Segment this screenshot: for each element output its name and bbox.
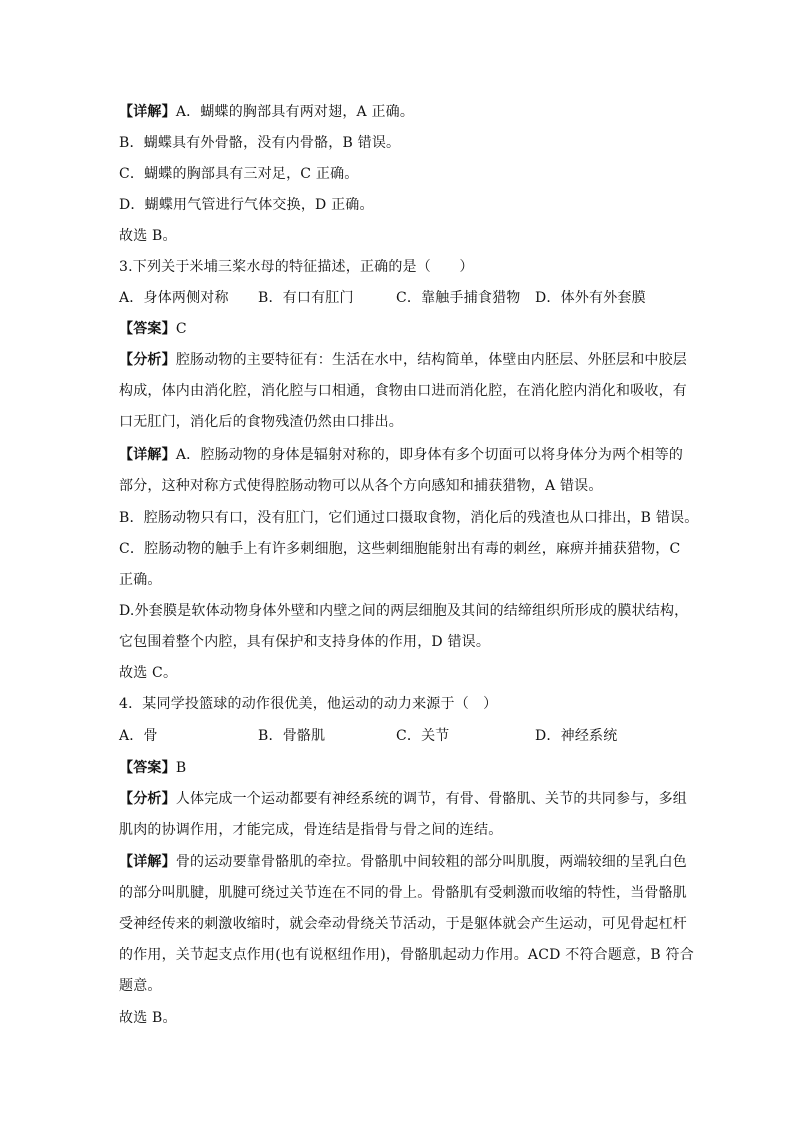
- q3-analysis-1: [119, 350, 687, 370]
- detail-tag: 【详解】: [119, 854, 176, 870]
- q2-conclusion: 故选 B。: [119, 228, 177, 244]
- q4-detail-1-text: 骨的运动要靠骨骼肌的牵拉。骨骼肌中间较粗的部分叫肌腹，两端较细的呈乳白色: [175, 854, 688, 870]
- q4-answer: [119, 758, 186, 778]
- q3-option-b: B．有口有肛门: [258, 290, 354, 306]
- detail-tag: 【详解】: [119, 447, 176, 463]
- detail-tag: 【详解】: [119, 104, 176, 120]
- q3-option-a: A．身体两侧对称: [119, 290, 229, 306]
- q3-analysis-2: 构成，体内由消化腔，消化腔与口相通，食物由口进而消化腔，在消化腔内消化和吸收，有: [119, 383, 687, 399]
- analysis-tag: 【分析】: [119, 352, 176, 368]
- q4-option-b: B．骨骼肌: [258, 728, 326, 744]
- q3-stem: 3.下列关于米埔三桨水母的特征描述，正确的是（ ）: [119, 259, 474, 275]
- q4-detail-2: 的部分叫肌腱，肌腱可绕过关节连在不同的骨上。骨骼肌有受刺激而收缩的特性，当骨骼肌: [119, 885, 687, 901]
- q3-detail-b: B．腔肠动物只有口，没有肛门，它们通过口摄取食物，消化后的残渣也从口排出，B 错误。: [119, 510, 699, 526]
- q4-analysis-1-text: 人体完成一个运动都要有神经系统的调节，有骨、骨骼肌、关节的共同参与，多组: [175, 791, 688, 807]
- q2-detail-b: B．蝴蝶具有外骨骼，没有内骨骼，B 错误。: [119, 135, 401, 151]
- q2-detail-a: [119, 102, 414, 122]
- q3-option-d: D．体外有外套膜: [535, 290, 646, 306]
- q4-stem: 4．某同学投篮球的动作很优美，他运动的动力来源于（ ）: [119, 696, 498, 712]
- q3-analysis-1-text: 腔肠动物的主要特征有：生活在水中，结构简单，体壁由内胚层、外胚层和中胶层: [175, 352, 688, 368]
- q3-answer-value: C: [175, 321, 187, 337]
- q3-option-c: C．靠触手捕食猎物: [396, 290, 521, 306]
- q3-detail-a2: 部分，这种对称方式使得腔肠动物可以从各个方向感知和捕获猎物，A 错误。: [119, 478, 603, 494]
- answer-tag: 【答案】: [119, 760, 176, 776]
- q2-detail-a-text: A．蝴蝶的胸部具有两对翅，A 正确。: [175, 104, 415, 120]
- q2-detail-d: D．蝴蝶用气管进行气体交换，D 正确。: [119, 197, 374, 213]
- q4-analysis-2: 肌肉的协调作用，才能完成，骨连结是指骨与骨之间的连结。: [119, 822, 503, 838]
- q3-detail-d2: 它包围着整个内腔，具有保护和支持身体的作用，D 错误。: [119, 634, 491, 650]
- q4-detail-4: 的作用，关节起支点作用(也有说枢纽作用)，骨骼肌起动力作用。ACD 不符合题意，B 符合: [119, 947, 694, 963]
- q3-detail-a1-text: A．腔肠动物的身体是辐射对称的，即身体有多个切面可以将身体分为两个相等的: [175, 447, 684, 463]
- q3-detail-c1: C．腔肠动物的触手上有许多刺细胞，这些刺细胞能射出有毒的刺丝，麻痹并捕获猎物，C: [119, 541, 681, 557]
- q2-detail-c: C．蝴蝶的胸部具有三对足，C 正确。: [119, 166, 359, 182]
- q3-options: [119, 288, 679, 308]
- q3-answer: [119, 319, 187, 339]
- q4-conclusion: 故选 B。: [119, 1010, 177, 1026]
- q4-analysis-1: [119, 789, 687, 809]
- q4-detail-3: 受神经传来的刺激收缩时，就会牵动骨绕关节活动，于是躯体就会产生运动，可见骨起杠杆: [119, 916, 687, 932]
- q4-option-d: D．神经系统: [535, 728, 618, 744]
- q4-answer-value: B: [175, 760, 187, 776]
- q3-detail-d1: D.外套膜是软体动物身体外壁和内壁之间的两层细胞及其间的结缔组织所形成的膜状结构，: [119, 603, 689, 619]
- q3-detail-a1: [119, 445, 683, 465]
- q3-analysis-3: 口无肛门，消化后的食物残渣仍然由口排出。: [119, 414, 403, 430]
- q4-detail-1: [119, 852, 687, 872]
- q3-conclusion: 故选 C。: [119, 665, 178, 681]
- answer-tag: 【答案】: [119, 321, 176, 337]
- q4-option-c: C．关节: [396, 728, 450, 744]
- q4-option-a: A．骨: [119, 728, 158, 744]
- analysis-tag: 【分析】: [119, 791, 176, 807]
- q3-detail-c2: 正确。: [119, 572, 162, 588]
- q4-options: [119, 726, 679, 746]
- q4-detail-5: 题意。: [119, 978, 162, 994]
